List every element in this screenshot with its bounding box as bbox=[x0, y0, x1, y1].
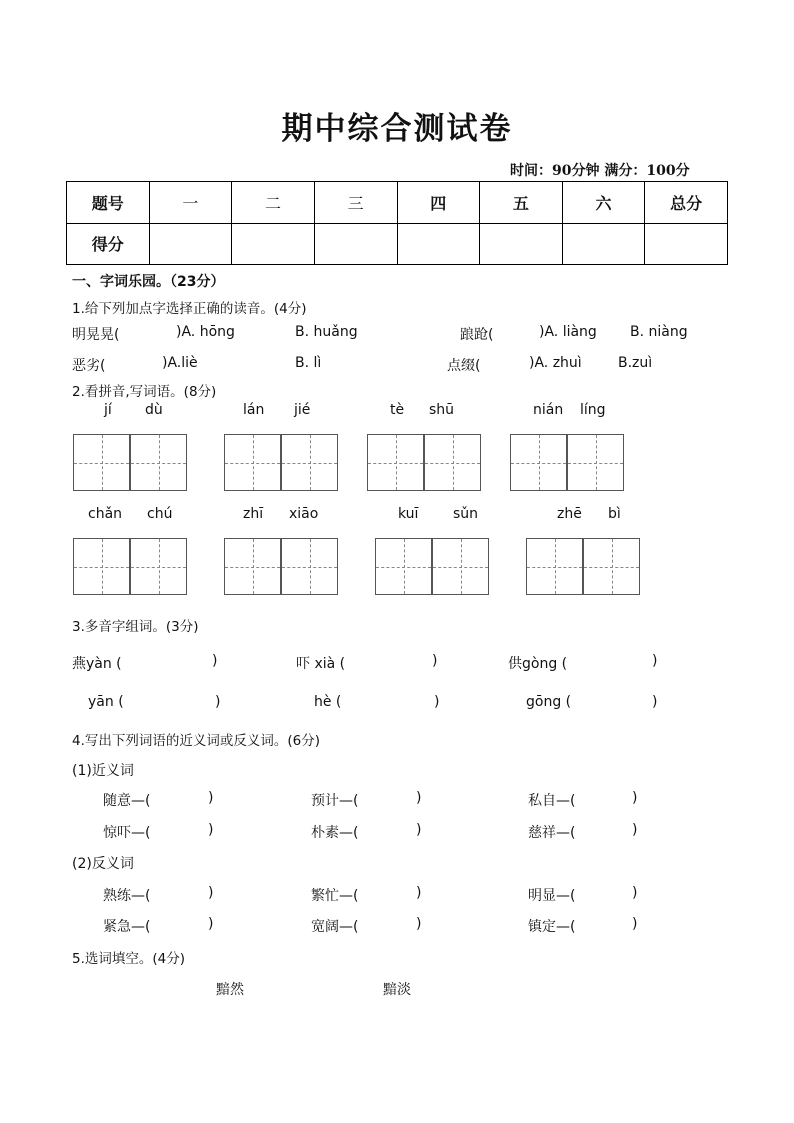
word-item: 慈祥—( bbox=[528, 825, 576, 841]
tianzige-cell[interactable] bbox=[375, 538, 432, 595]
tianzige-cell[interactable] bbox=[224, 434, 281, 491]
page-title: 期中综合测试卷 bbox=[281, 111, 513, 147]
polyphone-item: gōng ( bbox=[526, 694, 572, 710]
pinyin-label: xiāo bbox=[289, 506, 319, 522]
score-table-cell: 六 bbox=[562, 182, 645, 224]
close-paren: ) bbox=[416, 885, 422, 901]
pinyin-label: chú bbox=[147, 506, 173, 522]
pinyin-label: dù bbox=[145, 402, 163, 418]
close-paren: ) bbox=[632, 916, 638, 932]
score-table-cell: 题号 bbox=[67, 182, 150, 224]
close-paren: ) bbox=[434, 694, 440, 710]
q1-option-a[interactable]: )A. zhuì bbox=[529, 355, 582, 371]
tianzige-cell[interactable] bbox=[73, 434, 130, 491]
pinyin-label: jí bbox=[104, 402, 112, 418]
close-paren: ) bbox=[632, 790, 638, 806]
q1-option-b[interactable]: B. lì bbox=[295, 355, 322, 371]
score-input-cell[interactable] bbox=[314, 223, 397, 265]
tianzige-cell[interactable] bbox=[130, 538, 187, 595]
score-table-header-row bbox=[67, 182, 728, 224]
section-heading: 一、字词乐园。（23分） bbox=[72, 274, 225, 290]
tianzige-cell[interactable] bbox=[281, 434, 338, 491]
pinyin-label: zhī bbox=[243, 506, 264, 522]
close-paren: ) bbox=[208, 822, 214, 838]
pinyin-label: chǎn bbox=[88, 506, 123, 522]
q1-option-a[interactable]: )A. liàng bbox=[539, 324, 597, 340]
pinyin-label: jié bbox=[294, 402, 311, 418]
score-table-cell: 得分 bbox=[67, 223, 150, 265]
q1-option-a[interactable]: )A. hōng bbox=[176, 324, 235, 340]
close-paren: ) bbox=[416, 822, 422, 838]
close-paren: ) bbox=[416, 916, 422, 932]
pinyin-label: zhē bbox=[557, 506, 582, 522]
close-paren: ) bbox=[215, 694, 221, 710]
score-table-cell: 二 bbox=[232, 182, 315, 224]
word-choice: 黯淡 bbox=[383, 982, 411, 998]
word-item: 明显—( bbox=[528, 888, 576, 904]
score-table-cell: 五 bbox=[480, 182, 563, 224]
pinyin-label: tè bbox=[390, 402, 405, 418]
close-paren: ) bbox=[212, 653, 218, 669]
question-prompt: 3.多音字组词。(3分) bbox=[72, 619, 199, 635]
polyphone-item: 供gòng ( bbox=[508, 656, 568, 672]
score-table-score-row bbox=[67, 223, 728, 265]
word-item: 宽阔—( bbox=[311, 919, 359, 935]
tianzige-cell[interactable] bbox=[526, 538, 583, 595]
q1-option-a[interactable]: )A.liè bbox=[162, 355, 198, 371]
pinyin-label: lán bbox=[243, 402, 265, 418]
q1-option-b[interactable]: B. huǎng bbox=[295, 324, 358, 340]
score-input-cell[interactable] bbox=[645, 223, 728, 265]
pinyin-label: nián bbox=[533, 402, 564, 418]
close-paren: ) bbox=[632, 885, 638, 901]
pinyin-label: bì bbox=[608, 506, 621, 522]
score-table bbox=[66, 181, 728, 265]
subsection-label: (1)近义词 bbox=[72, 763, 134, 779]
time-info: 时间：90分钟 满分：100分 bbox=[510, 163, 690, 179]
score-input-cell[interactable] bbox=[232, 223, 315, 265]
close-paren: ) bbox=[632, 822, 638, 838]
q1-word: 恶劣( bbox=[72, 358, 106, 374]
score-input-cell[interactable] bbox=[562, 223, 645, 265]
q1-option-b[interactable]: B.zuì bbox=[618, 355, 653, 371]
score-table-cell: 三 bbox=[314, 182, 397, 224]
tianzige-cell[interactable] bbox=[567, 434, 624, 491]
score-table-cell: 四 bbox=[397, 182, 480, 224]
question-prompt: 5.选词填空。(4分) bbox=[72, 951, 186, 967]
close-paren: ) bbox=[208, 885, 214, 901]
score-table-cell: 一 bbox=[149, 182, 232, 224]
tianzige-cell[interactable] bbox=[432, 538, 489, 595]
subsection-label: (2)反义词 bbox=[72, 856, 134, 872]
tianzige-cell[interactable] bbox=[224, 538, 281, 595]
tianzige-cell[interactable] bbox=[281, 538, 338, 595]
q1-word: 点缀( bbox=[447, 358, 481, 374]
polyphone-item: yān ( bbox=[88, 694, 124, 710]
question-prompt: 1.给下列加点字选择正确的读音。(4分) bbox=[72, 301, 307, 317]
polyphone-item: hè ( bbox=[314, 694, 342, 710]
tianzige-cell[interactable] bbox=[130, 434, 187, 491]
word-item: 随意—( bbox=[103, 793, 151, 809]
q1-word: 踉跄( bbox=[460, 327, 494, 343]
tianzige-cell[interactable] bbox=[583, 538, 640, 595]
q1-option-b[interactable]: B. niàng bbox=[630, 324, 688, 340]
pinyin-label: sǔn bbox=[453, 506, 479, 522]
tianzige-cell[interactable] bbox=[424, 434, 481, 491]
close-paren: ) bbox=[652, 694, 658, 710]
word-item: 紧急—( bbox=[103, 919, 151, 935]
word-item: 私自—( bbox=[528, 793, 576, 809]
score-input-cell[interactable] bbox=[397, 223, 480, 265]
pinyin-label: kuī bbox=[398, 506, 419, 522]
tianzige-cell[interactable] bbox=[73, 538, 130, 595]
pinyin-label: shū bbox=[429, 402, 455, 418]
question-prompt: 2.看拼音,写词语。(8分) bbox=[72, 384, 217, 400]
score-input-cell[interactable] bbox=[480, 223, 563, 265]
word-item: 朴素—( bbox=[311, 825, 359, 841]
polyphone-item: 吓 xià ( bbox=[296, 656, 346, 672]
polyphone-item: 燕yàn ( bbox=[72, 656, 122, 672]
score-table-cell: 总分 bbox=[645, 182, 728, 224]
word-item: 预计—( bbox=[311, 793, 359, 809]
close-paren: ) bbox=[432, 653, 438, 669]
close-paren: ) bbox=[208, 790, 214, 806]
question-prompt: 4.写出下列词语的近义词或反义词。(6分) bbox=[72, 733, 321, 749]
score-input-cell[interactable] bbox=[149, 223, 232, 265]
word-item: 镇定—( bbox=[528, 919, 576, 935]
pinyin-label: líng bbox=[580, 402, 606, 418]
tianzige-cell[interactable] bbox=[367, 434, 424, 491]
word-choice: 黯然 bbox=[216, 982, 244, 998]
tianzige-cell[interactable] bbox=[510, 434, 567, 491]
word-item: 惊吓—( bbox=[103, 825, 151, 841]
close-paren: ) bbox=[208, 916, 214, 932]
close-paren: ) bbox=[416, 790, 422, 806]
q1-word: 明晃晃( bbox=[72, 327, 120, 343]
word-item: 熟练—( bbox=[103, 888, 151, 904]
word-item: 繁忙—( bbox=[311, 888, 359, 904]
close-paren: ) bbox=[652, 653, 658, 669]
